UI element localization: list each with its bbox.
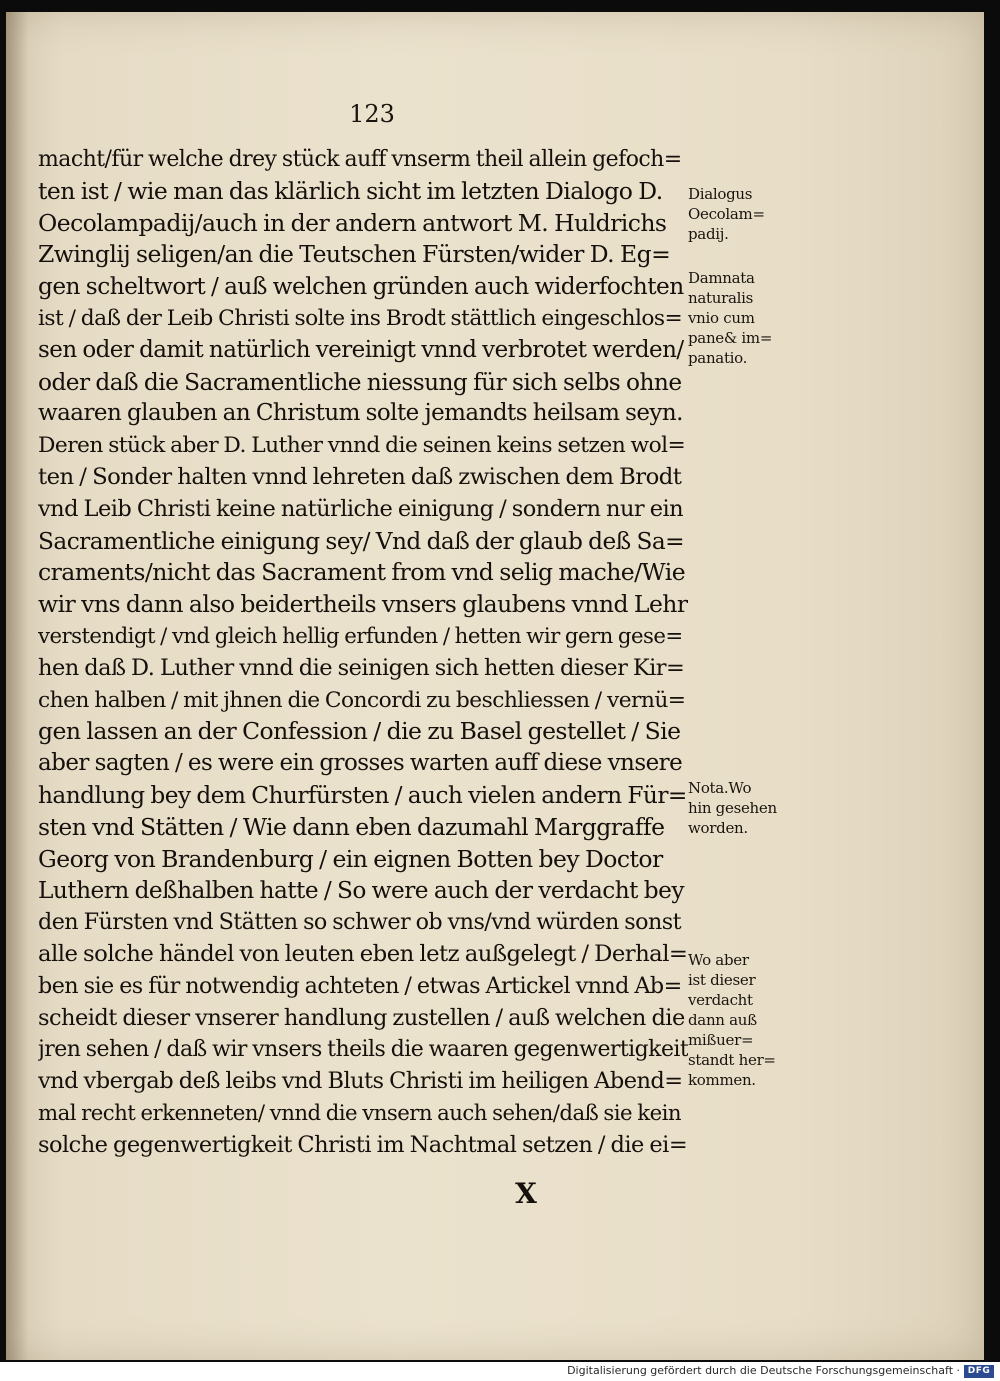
text-line: scheidt dieser vnserer handlung zustellen / auß welchen die [38, 1004, 685, 1031]
margin-note-line: mißuer= [688, 1031, 754, 1049]
text-line: wir vns dann also beidertheils vnsers glaubens vnnd Lehr [38, 590, 688, 619]
body-text [38, 144, 688, 1162]
margin-note-line: kommen. [688, 1071, 756, 1089]
text-line: jren sehen / daß wir vnsers theils die waaren gegenwertigkeit [38, 1037, 688, 1063]
text-line: verstendigt / vnd gleich hellig erfunden / hetten wir gern gese= [38, 623, 683, 649]
text-line: den Fürsten vnd Stätten so schwer ob vns/vnd würden sonst [38, 909, 682, 936]
margin-note-line: worden. [688, 819, 748, 837]
text-line: alle solche händel von leuten eben letz außgelegt / Derhal= [38, 940, 688, 967]
text-line: Oecolampadij/auch in der andern antwort M. Huldrichs [38, 208, 667, 237]
text-line: handlung bey dem Churfürsten / auch vielen andern Für= [38, 781, 687, 809]
text-line: sten vnd Stätten / Wie dann eben dazumahl Marggraffe [38, 812, 665, 841]
margin-note-damnata [688, 268, 798, 368]
text-line: waaren glauben an Christum solte jemandts heilsam seyn. [38, 400, 683, 427]
footer-bar [0, 1362, 1000, 1381]
text-line: macht/für welche drey stück auff vnserm theil allein gefoch= [38, 147, 682, 172]
text-line: Zwinglij seligen/an die Teutschen Fürsten/wider D. Eg= [38, 240, 671, 269]
margin-note-line: Nota.Wo [688, 779, 752, 797]
text-line: aber sagten / es were ein grosses warten auff diese vnsere [38, 750, 683, 777]
margin-note-line: Oecolam= [688, 205, 765, 223]
text-line: Georg von Brandenburg / ein eignen Botten bey Doctor [38, 844, 663, 873]
text-line: vnd vbergab deß leibs vnd Bluts Christi im heiligen Abend= [38, 1068, 683, 1095]
margin-note-line: verdacht [688, 991, 753, 1009]
margin-note-line: standt her= [688, 1051, 776, 1069]
margin-note-line: hin gesehen [688, 799, 777, 817]
text-line: ten / Sonder halten vnnd lehreten daß zwischen dem Brodt [38, 463, 682, 490]
text-line: solche gegenwertigkeit Christi im Nachtmal setzen / die ei= [38, 1131, 688, 1158]
text-line: mal recht erkenneten/ vnnd die vnsern auch sehen/daß sie kein [38, 1100, 681, 1126]
margin-note-line: panatio. [688, 349, 748, 367]
signature-mark: X [515, 1177, 537, 1210]
margin-note-nota [688, 778, 798, 838]
margin-note-line: padij. [688, 225, 729, 243]
margin-note-line: Damnata [688, 269, 755, 287]
text-line: ben sie es für notwendig achteten / etwas Artickel vnnd Ab= [38, 972, 682, 999]
text-line: vnd Leib Christi keine natürliche einigung / sondern nur ein [38, 495, 684, 522]
text-line: Deren stück aber D. Luther vnnd die seinen keins setzen wol= [38, 433, 686, 459]
margin-note-line: Dialogus [688, 185, 753, 203]
margin-note-verdacht [688, 950, 798, 1090]
margin-note-line: naturalis [688, 289, 753, 307]
dfg-logo-icon: DFG [964, 1365, 994, 1378]
text-line: ist / daß der Leib Christi solte ins Brodt stättlich eingeschlos= [38, 305, 683, 331]
text-line: Sacramentliche einigung sey/ Vnd daß der glaub deß Sa= [38, 527, 685, 555]
text-line: craments/nicht das Sacrament from vnd selig mache/Wie [38, 558, 686, 587]
text-line: oder daß die Sacramentliche niessung für sich selbs ohne [38, 368, 682, 396]
text-line: chen halben / mit jhnen die Concordi zu beschliessen / vernü= [38, 687, 686, 713]
text-line: ten ist / wie man das klärlich sicht im letzten Dialogo D. [38, 176, 663, 205]
margin-note-line: dann auß [688, 1011, 757, 1029]
text-line: hen daß D. Luther vnnd die seinigen sich hetten dieser Kir= [38, 654, 685, 681]
margin-note-line: pane& im= [688, 329, 773, 347]
text-line: gen scheltwort / auß welchen gründen auch widerfochten [38, 273, 684, 301]
footer-credit: Digitalisierung gefördert durch die Deutsche Forschungsgemeinschaft · [567, 1364, 960, 1377]
book-page [6, 12, 984, 1360]
text-line: gen lassen an der Confession / die zu Basel gestellet / Sie [38, 717, 681, 746]
margin-note-dialogus [688, 184, 798, 244]
margin-note-line: ist dieser [688, 971, 756, 989]
text-line: Luthern deßhalben hatte / So were auch der verdacht bey [38, 877, 684, 905]
margin-note-line: vnio cum [688, 309, 755, 327]
text-line: sen oder damit natürlich vereinigt vnnd verbrotet werden/ [38, 336, 684, 363]
margin-note-line: Wo aber [688, 951, 749, 969]
page-number: 123 [349, 100, 395, 128]
